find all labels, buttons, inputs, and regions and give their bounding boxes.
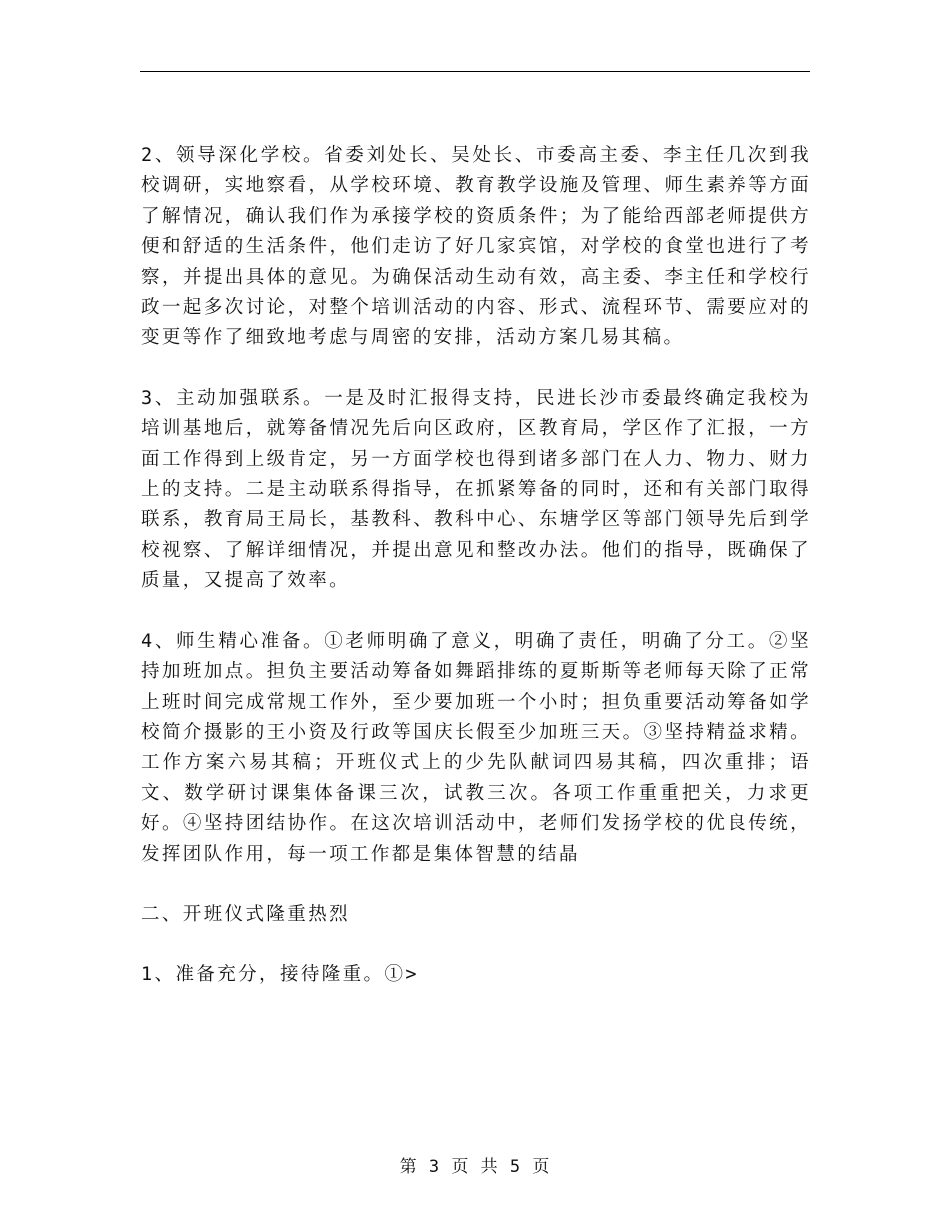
paragraph-contact: 3、主动加强联系。一是及时汇报得支持，民进长沙市委最终确定我校为培训基地后，就筹备情况先后向区政府，区教育局，学区作了汇报，一方面工作得到上级肯定，另一方面学校也得到诸多部门在人力、物力、财力上的支持。二是主动联系得指导，在抓紧筹备的同时，还和有关部门取得联系，教育局王局长，基教科、教科中心、东塘学区等部门领导先后到学校视察、了解详细情况，并提出意见和整改办法。他们的指导，既确保了质量，又提高了效率。 [141,387,811,592]
document-body [141,141,811,991]
paragraph-leadership: 2、领导深化学校。省委刘处长、吴处长、市委高主委、李主任几次到我校调研，实地察看，从学校环境、教育教学设施及管理、师生素养等方面了解情况，确认我们作为承接学校的资质条件；为了能给西部老师提供方便和舒适的生活条件，他们走访了好几家宾馆，对学校的食堂也进行了考察，并提出具体的意见。为确保活动生动有效，高主委、李主任和学校行政一起多次讨论，对整个培训活动的内容、形式、流程环节、需要应对的变更等作了细致地考虑与周密的安排，活动方案几易其稿。 [141,145,811,349]
section-heading: 二、开班仪式隆重热烈 [141,903,351,925]
page-number: 第 3 页 共 5 页 [399,1157,551,1177]
paragraph-preparation: 4、师生精心准备。①老师明确了意义，明确了责任，明确了分工。②坚持加班加点。担负主要活动筹备如舞蹈排练的夏斯斯等老师每天除了正常上班时间完成常规工作外，至少要加班一个小时；担负重要活动筹备如学校简介摄影的王小资及行政等国庆长假至少加班三天。③坚持精益求精。工作方案六易其稿；开班仪式上的少先队献词四易其稿，四次重排；语文、数学研讨课集体备课三次，试教三次。各项工作重重把关，力求更好。④坚持团结协作。在这次培训活动中，老师们发扬学校的优良传统，发挥团队作用，每一项工作都是集体智慧的结晶 [141,630,811,865]
paragraph-reception: 1、准备充分，接待隆重。①> [141,964,419,986]
header-rule [140,71,810,72]
